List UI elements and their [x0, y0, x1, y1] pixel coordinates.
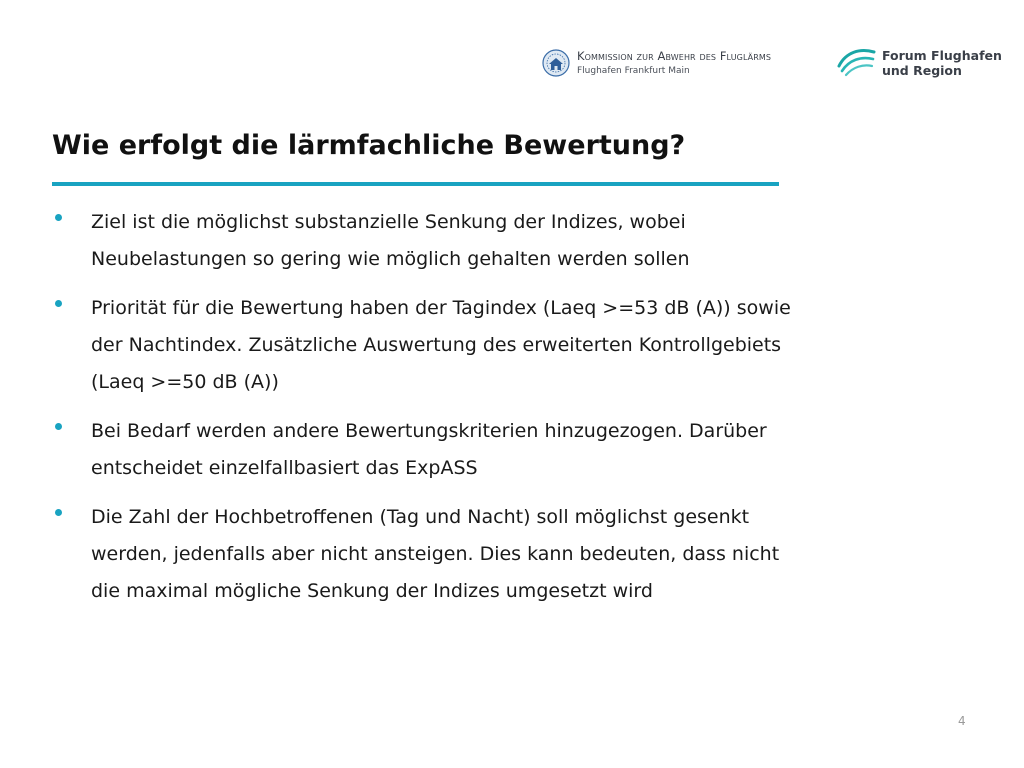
bullet-item: [52, 290, 792, 401]
bullet-list: [52, 204, 792, 622]
bullet-item: [52, 413, 792, 487]
kommission-emblem-icon: [541, 48, 571, 78]
bullet-text: Die Zahl der Hochbetroffenen (Tag und Nacht) soll möglichst gesenkt werden, jedenfalls aber nicht ansteigen. Dies kann bedeuten, dass nicht die maximal mögliche Senkung der Indizes umgesetzt wird: [91, 506, 780, 602]
bullet-item: [52, 204, 792, 278]
forum-name-line1: Forum Flughafen: [882, 48, 1002, 63]
slide-title: Wie erfolgt die lärmfachliche Bewertung?: [52, 130, 686, 161]
forum-logo: [836, 44, 1002, 84]
bullet-text: Ziel ist die möglichst substanzielle Senkung der Indizes, wobei Neubelastungen so gering wie möglich gehalten werden sollen: [91, 211, 690, 270]
bullet-text: Priorität für die Bewertung haben der Tagindex (Laeq >=53 dB (A)) sowie der Nachtindex. Zusätzliche Auswertung des erweiterten Kontrollgebiets (Laeq >=50 dB (A)): [91, 297, 791, 393]
bullet-text: Bei Bedarf werden andere Bewertungskriterien hinzugezogen. Darüber entscheidet einzelfallbasiert das ExpASS: [91, 420, 767, 479]
bullet-item: [52, 499, 792, 610]
kommission-subtitle: Flughafen Frankfurt Main: [577, 66, 690, 76]
bullet-dot-icon: [55, 509, 62, 516]
bullet-dot-icon: [55, 214, 62, 221]
forum-waves-icon: [836, 46, 876, 78]
kommission-logo: [541, 46, 811, 86]
bullet-dot-icon: [55, 423, 62, 430]
title-underline: [52, 182, 779, 186]
kommission-title: Kommission zur Abwehr des Fluglärms: [577, 49, 772, 63]
bullet-dot-icon: [55, 300, 62, 307]
page-number: 4: [958, 714, 966, 728]
forum-name-line2: und Region: [882, 63, 962, 78]
